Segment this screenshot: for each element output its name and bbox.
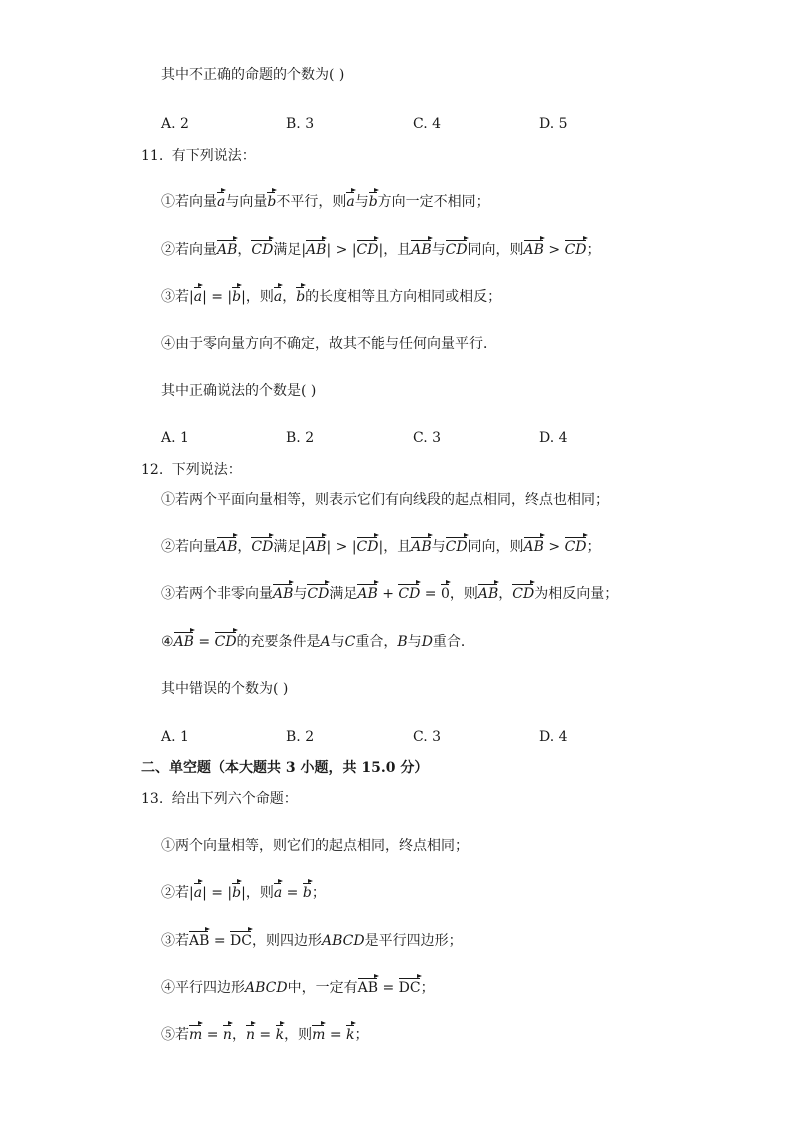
vector-ab: AB bbox=[477, 586, 499, 602]
vector-cd: CD bbox=[445, 242, 468, 258]
vector-cd: CD bbox=[356, 242, 379, 258]
q11-statement-4: ④由于零向量方向不确定，故其不能与任何向量平行． bbox=[161, 336, 497, 352]
q13-intro: 给出下列六个命题： bbox=[171, 791, 298, 807]
vector-cd: CD bbox=[307, 586, 330, 602]
q13-statement-5: ⑤若m = n，n = k，则m = k； bbox=[161, 1027, 369, 1043]
q12-option-a: A. 1 bbox=[161, 729, 189, 745]
vector-a: a bbox=[273, 885, 283, 901]
point-d: D bbox=[421, 634, 433, 650]
vector-b: b bbox=[232, 885, 242, 901]
vector-ab: AB bbox=[411, 242, 432, 258]
vector-a: a bbox=[193, 885, 203, 901]
vector-dc: DC bbox=[398, 980, 421, 996]
q12-statement-2: ②若向量AB，CD满足|AB| > |CD|，且AB与CD同向，则AB > CD； bbox=[161, 539, 601, 555]
vector-cd: CD bbox=[251, 242, 274, 258]
q11-statement-3: ③若|a| = |b|，则a，b的长度相等且方向相同或相反； bbox=[161, 289, 502, 305]
q11-number: 11. bbox=[141, 148, 164, 164]
vector-n: n bbox=[222, 1027, 232, 1043]
q11-option-b: B. 2 bbox=[286, 430, 315, 446]
point-b: B bbox=[397, 634, 408, 650]
q13-statement-2: ②若|a| = |b|，则a = b； bbox=[161, 885, 326, 901]
q13-number: 13. bbox=[141, 791, 164, 807]
q12-option-d: D. 4 bbox=[539, 729, 568, 745]
vector-b: b bbox=[302, 885, 312, 901]
vector-b: b bbox=[368, 194, 378, 210]
q10-option-d: D. 5 bbox=[539, 116, 568, 132]
vector-dc: DC bbox=[230, 933, 252, 949]
q12-statement-4: ④AB = CD的充要条件是A与C重合，B与D重合． bbox=[161, 634, 475, 650]
vector-k: k bbox=[275, 1027, 285, 1043]
q12-option-c: C. 3 bbox=[413, 729, 442, 745]
q12-intro: 下列说法： bbox=[171, 462, 242, 478]
point-c: C bbox=[344, 634, 356, 650]
q13-statement-1: ①两个向量相等，则它们的起点相同，终点相同； bbox=[161, 838, 469, 854]
q11-option-d: D. 4 bbox=[539, 430, 568, 446]
vector-cd: CD bbox=[445, 539, 468, 555]
q12-header bbox=[141, 460, 242, 480]
q13-header bbox=[141, 789, 298, 809]
q13-statement-3: ③若AB = DC，则四边形ABCD是平行四边形； bbox=[161, 933, 463, 949]
vector-ab: AB bbox=[189, 933, 210, 949]
vector-a: a bbox=[346, 194, 355, 210]
vector-ab: AB bbox=[306, 242, 327, 258]
vector-n: n bbox=[245, 1027, 255, 1043]
q11-option-a: A. 1 bbox=[161, 430, 189, 446]
vector-ab: AB bbox=[217, 539, 238, 555]
q11-header bbox=[141, 146, 256, 166]
vector-b: b bbox=[232, 289, 242, 305]
vector-a: a bbox=[273, 289, 283, 305]
q12-statement-1: ①若两个平面向量相等，则表示它们有向线段的起点相同，终点也相同； bbox=[161, 492, 609, 508]
vector-m: m bbox=[189, 1027, 203, 1043]
q13-statement-4: ④平行四边形ABCD中，一定有AB = DC； bbox=[161, 980, 435, 996]
vector-k: k bbox=[346, 1027, 355, 1043]
vector-m: m bbox=[312, 1027, 326, 1043]
vector-ab: AB bbox=[357, 586, 378, 602]
section-2-heading: 二、单空题（本大题共 3 小题，共 15.0 分） bbox=[141, 760, 429, 776]
q11-statement-2: ②若向量AB，CD满足|AB| > |CD|，且AB与CD同向，则AB > CD； bbox=[161, 242, 601, 258]
vector-a: a bbox=[217, 194, 226, 210]
vector-ab: AB bbox=[357, 980, 379, 996]
quad-abcd: ABCD bbox=[245, 980, 288, 996]
point-a: A bbox=[320, 634, 331, 650]
vector-ab: AB bbox=[217, 242, 238, 258]
vector-cd: CD bbox=[564, 539, 587, 555]
q10-option-a: A. 2 bbox=[161, 116, 189, 132]
q12-question-tail: 其中错误的个数为( ) bbox=[161, 681, 289, 697]
vector-cd: CD bbox=[512, 586, 535, 602]
vector-cd: CD bbox=[214, 634, 237, 650]
q11-intro: 有下列说法： bbox=[171, 148, 256, 164]
q12-number: 12. bbox=[141, 462, 164, 478]
vector-ab: AB bbox=[523, 242, 544, 258]
zero-vector: 0 bbox=[440, 586, 450, 602]
vector-cd: CD bbox=[356, 539, 379, 555]
vector-cd: CD bbox=[251, 539, 274, 555]
vector-a: a bbox=[193, 289, 203, 305]
vector-ab: AB bbox=[523, 539, 544, 555]
q12-option-b: B. 2 bbox=[286, 729, 315, 745]
q11-statement-1: ①若向量a与向量b不平行，则a与b方向一定不相同； bbox=[161, 194, 490, 210]
q11-question-tail: 其中正确说法的个数是( ) bbox=[161, 383, 317, 399]
q10-option-b: B. 3 bbox=[286, 116, 315, 132]
q10-option-c: C. 4 bbox=[413, 116, 442, 132]
vector-cd: CD bbox=[398, 586, 421, 602]
vector-ab: AB bbox=[306, 539, 327, 555]
q12-statement-3: ③若两个非零向量AB与CD满足AB + CD = 0，则AB，CD为相反向量； bbox=[161, 586, 619, 602]
q10-question-tail: 其中不正确的命题的个数为( ) bbox=[161, 67, 345, 83]
vector-cd: CD bbox=[564, 242, 587, 258]
q11-option-c: C. 3 bbox=[413, 430, 442, 446]
vector-b: b bbox=[296, 289, 306, 305]
vector-ab: AB bbox=[273, 586, 294, 602]
vector-ab: AB bbox=[173, 634, 194, 650]
vector-ab: AB bbox=[411, 539, 432, 555]
quad-abcd: ABCD bbox=[321, 933, 365, 949]
vector-b: b bbox=[267, 194, 277, 210]
